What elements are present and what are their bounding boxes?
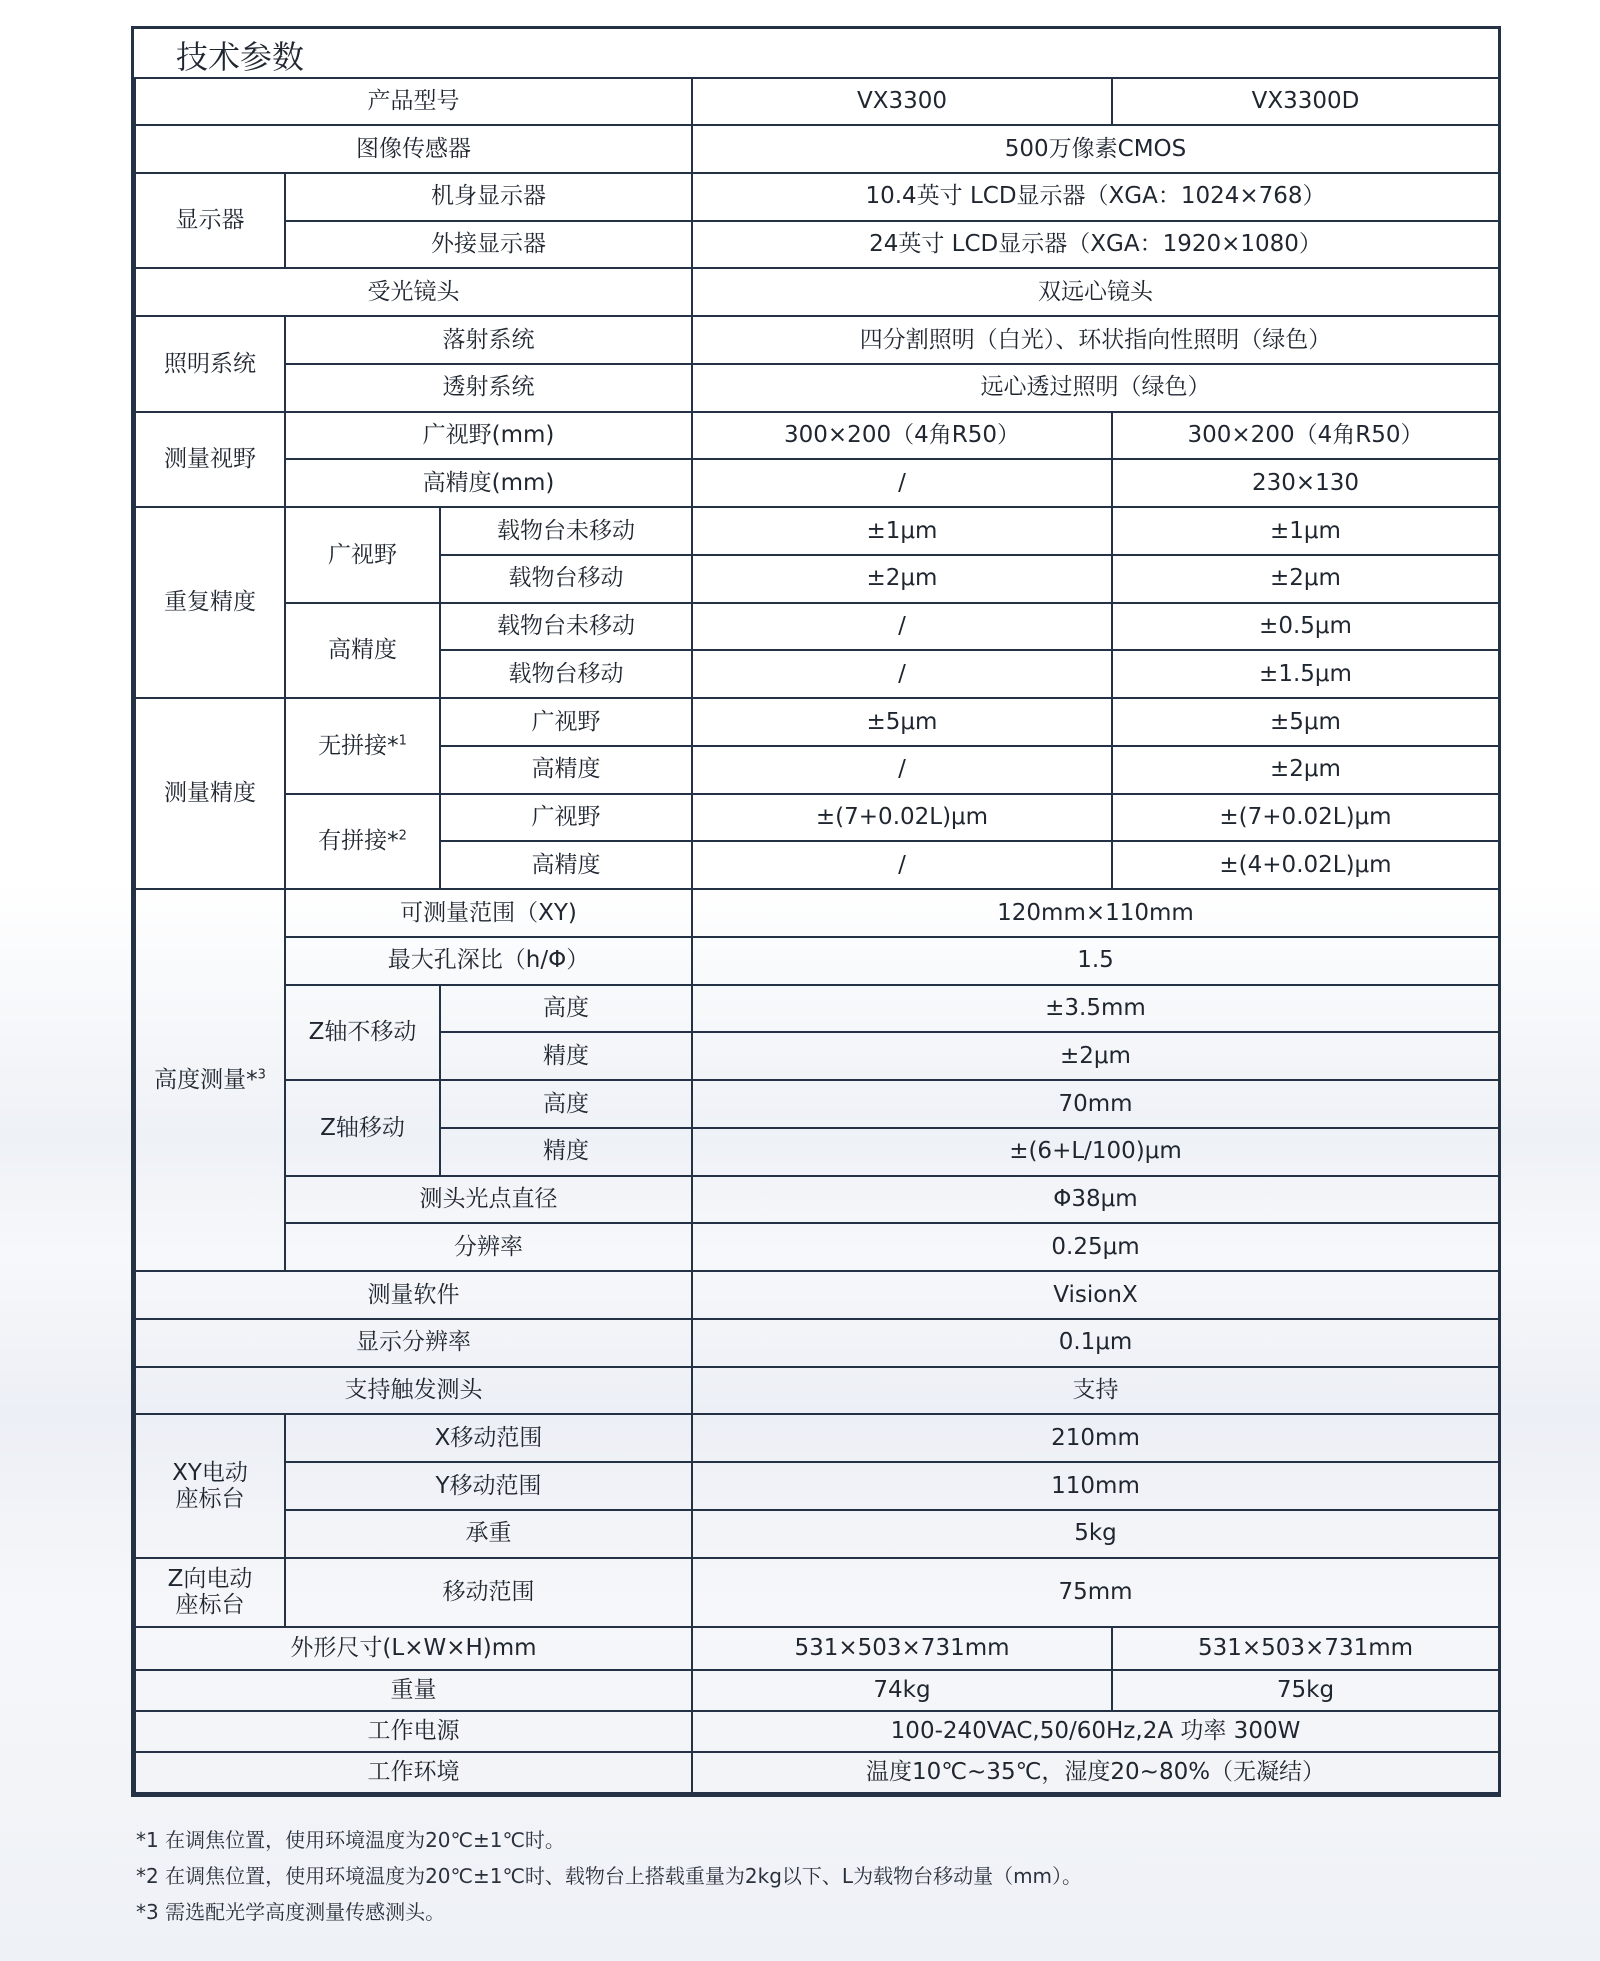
height-zfixed-height-value: ±3.5mm	[692, 985, 1499, 1033]
lighting-trans-value: 远心透过照明（绿色）	[692, 364, 1499, 412]
accuracy-stitch-label: 有拼接*	[318, 828, 399, 855]
height-resolution-label: 分辨率	[285, 1223, 692, 1271]
table-row	[135, 1319, 1499, 1367]
spec-sheet	[131, 26, 1501, 1797]
trigger-value: 支持	[692, 1367, 1499, 1415]
section-title: 技术参数	[176, 38, 305, 76]
repeat-wide-label: 广视野	[285, 507, 440, 603]
xy-y-value: 110mm	[692, 1462, 1499, 1510]
xy-x-value: 210mm	[692, 1414, 1499, 1462]
software-value: VisionX	[692, 1271, 1499, 1319]
accuracy-nostitch-high-label: 高精度	[440, 746, 692, 794]
xy-y-label: Y移动范围	[285, 1462, 692, 1510]
lens-label: 受光镜头	[135, 268, 692, 316]
power-value: 100-240VAC,50/60Hz,2A 功率 300W	[692, 1711, 1499, 1752]
accuracy-nostitch-high-v2: ±2μm	[1112, 746, 1499, 794]
height-group-label: 高度测量*	[154, 1066, 258, 1093]
spec-table	[134, 77, 1500, 1794]
height-zfixed-precision-value: ±2μm	[692, 1032, 1499, 1080]
sensor-value: 500万像素CMOS	[692, 125, 1499, 173]
fov-wide-label: 广视野(mm)	[285, 412, 692, 460]
height-range-label: 可测量范围（XY)	[285, 889, 692, 937]
footnotes	[136, 1822, 1436, 1930]
table-row	[135, 698, 1499, 746]
height-zfixed-precision-label: 精度	[440, 1032, 692, 1080]
table-row	[135, 412, 1499, 460]
z-stage-line1: Z向电动	[167, 1565, 253, 1592]
z-stage-group	[135, 1558, 285, 1627]
dimensions-v2: 531×503×731mm	[1112, 1627, 1499, 1670]
table-row	[135, 1711, 1499, 1752]
display-body-value: 10.4英寸 LCD显示器（XGA：1024×768）	[692, 173, 1499, 221]
table-row	[135, 78, 1499, 125]
accuracy-stitch-wide-v2: ±(7+0.02L)μm	[1112, 794, 1499, 842]
table-row	[135, 507, 1499, 555]
accuracy-group: 测量精度	[135, 698, 285, 889]
xy-stage-group	[135, 1414, 285, 1557]
height-resolution-value: 0.25μm	[692, 1223, 1499, 1271]
table-row	[135, 1271, 1499, 1319]
repeat-high-label: 高精度	[285, 603, 440, 699]
footnote-2: *2 在调焦位置，使用环境温度为20℃±1℃时、载物台上搭载重量为2kg以下、L为载物台移动量（mm）。	[136, 1864, 1083, 1888]
repeat-wide-move-v2: ±2μm	[1112, 555, 1499, 603]
table-row	[135, 1414, 1499, 1462]
table-row	[135, 364, 1499, 412]
z-range-label: 移动范围	[285, 1558, 692, 1627]
height-group-cell	[135, 889, 285, 1271]
table-row	[135, 1462, 1499, 1510]
height-spot-value: Φ38μm	[692, 1176, 1499, 1224]
lighting-epi-value: 四分割照明（白光）、环状指向性照明（绿色）	[692, 316, 1499, 364]
height-zmove-height-value: 70mm	[692, 1080, 1499, 1128]
height-zmove-height-label: 高度	[440, 1080, 692, 1128]
accuracy-stitch-cell	[285, 794, 440, 890]
weight-v2: 75kg	[1112, 1670, 1499, 1711]
environment-label: 工作环境	[135, 1752, 692, 1793]
table-row	[135, 889, 1499, 937]
height-zmove-precision-label: 精度	[440, 1128, 692, 1176]
table-row	[135, 268, 1499, 316]
table-row	[135, 1080, 1499, 1128]
repeat-high-still-v2: ±0.5μm	[1112, 603, 1499, 651]
accuracy-stitch-wide-v1: ±(7+0.02L)μm	[692, 794, 1112, 842]
table-row	[135, 1752, 1499, 1793]
height-ratio-label: 最大孔深比（h/Φ）	[285, 937, 692, 985]
environment-value: 温度10℃~35℃，湿度20~80%（无凝结）	[692, 1752, 1499, 1793]
table-row	[135, 985, 1499, 1033]
accuracy-nostitch-wide-v1: ±5μm	[692, 698, 1112, 746]
repeat-wide-move-label: 载物台移动	[440, 555, 692, 603]
disp-res-label: 显示分辨率	[135, 1319, 692, 1367]
table-row	[135, 1176, 1499, 1224]
footnote-ref-3: 3	[257, 1067, 266, 1083]
table-row	[135, 125, 1499, 173]
model-vx3300: VX3300	[692, 78, 1112, 125]
lighting-trans-label: 透射系统	[285, 364, 692, 412]
z-stage-line2: 座标台	[175, 1592, 245, 1619]
dimensions-label: 外形尺寸(L×W×H)mm	[135, 1627, 692, 1670]
footnote-ref-2: 2	[398, 828, 407, 844]
accuracy-stitch-high-v1: /	[692, 841, 1112, 889]
table-row	[135, 221, 1499, 269]
repeat-high-still-v1: /	[692, 603, 1112, 651]
dimensions-v1: 531×503×731mm	[692, 1627, 1112, 1670]
accuracy-stitch-high-label: 高精度	[440, 841, 692, 889]
trigger-label: 支持触发测头	[135, 1367, 692, 1415]
xy-x-label: X移动范围	[285, 1414, 692, 1462]
height-range-value: 120mm×110mm	[692, 889, 1499, 937]
software-label: 测量软件	[135, 1271, 692, 1319]
height-zfixed-height-label: 高度	[440, 985, 692, 1033]
table-row	[135, 1510, 1499, 1558]
display-body-label: 机身显示器	[285, 173, 692, 221]
fov-wide-v1: 300×200（4角R50）	[692, 412, 1112, 460]
power-label: 工作电源	[135, 1711, 692, 1752]
table-row	[135, 316, 1499, 364]
model-label: 产品型号	[135, 78, 692, 125]
lighting-group: 照明系统	[135, 316, 285, 412]
fov-wide-v2: 300×200（4角R50）	[1112, 412, 1499, 460]
table-row	[135, 1670, 1499, 1711]
z-range-value: 75mm	[692, 1558, 1499, 1627]
weight-v1: 74kg	[692, 1670, 1112, 1711]
footnote-1: *1 在调焦位置，使用环境温度为20℃±1℃时。	[136, 1828, 565, 1852]
xy-load-label: 承重	[285, 1510, 692, 1558]
xy-stage-line1: XY电动	[172, 1459, 248, 1486]
display-external-label: 外接显示器	[285, 221, 692, 269]
repeat-wide-still-v2: ±1μm	[1112, 507, 1499, 555]
display-group: 显示器	[135, 173, 285, 269]
accuracy-stitch-high-v2: ±(4+0.02L)μm	[1112, 841, 1499, 889]
height-zmove-label: Z轴移动	[285, 1080, 440, 1176]
table-row	[135, 794, 1499, 842]
xy-stage-line2: 座标台	[175, 1485, 245, 1512]
xy-load-value: 5kg	[692, 1510, 1499, 1558]
height-spot-label: 测头光点直径	[285, 1176, 692, 1224]
weight-label: 重量	[135, 1670, 692, 1711]
height-zmove-precision-value: ±(6+L/100)μm	[692, 1128, 1499, 1176]
accuracy-stitch-wide-label: 广视野	[440, 794, 692, 842]
table-row	[135, 603, 1499, 651]
model-vx3300d: VX3300D	[1112, 78, 1499, 125]
lens-value: 双远心镜头	[692, 268, 1499, 316]
table-row	[135, 1627, 1499, 1670]
disp-res-value: 0.1μm	[692, 1319, 1499, 1367]
sensor-label: 图像传感器	[135, 125, 692, 173]
repeat-wide-still-label: 载物台未移动	[440, 507, 692, 555]
display-external-value: 24英寸 LCD显示器（XGA：1920×1080）	[692, 221, 1499, 269]
table-row	[135, 1367, 1499, 1415]
table-row	[135, 1223, 1499, 1271]
fov-high-label: 高精度(mm)	[285, 459, 692, 507]
accuracy-nostitch-wide-v2: ±5μm	[1112, 698, 1499, 746]
table-row	[135, 1558, 1499, 1627]
repeat-high-still-label: 载物台未移动	[440, 603, 692, 651]
fov-high-v1: /	[692, 459, 1112, 507]
footnote-3: *3 需选配光学高度测量传感测头。	[136, 1900, 446, 1924]
table-row	[135, 459, 1499, 507]
repeat-wide-still-v1: ±1μm	[692, 507, 1112, 555]
repeat-high-move-v2: ±1.5μm	[1112, 650, 1499, 698]
footnote-ref-1: 1	[398, 732, 407, 748]
table-row	[135, 173, 1499, 221]
repeat-wide-move-v1: ±2μm	[692, 555, 1112, 603]
height-ratio-value: 1.5	[692, 937, 1499, 985]
repeat-group: 重复精度	[135, 507, 285, 698]
lighting-epi-label: 落射系统	[285, 316, 692, 364]
repeat-high-move-v1: /	[692, 650, 1112, 698]
height-zfixed-label: Z轴不移动	[285, 985, 440, 1081]
accuracy-nostitch-high-v1: /	[692, 746, 1112, 794]
repeat-high-move-label: 载物台移动	[440, 650, 692, 698]
accuracy-nostitch-cell	[285, 698, 440, 794]
accuracy-nostitch-label: 无拼接*	[318, 732, 399, 759]
accuracy-nostitch-wide-label: 广视野	[440, 698, 692, 746]
fov-high-v2: 230×130	[1112, 459, 1499, 507]
fov-group: 测量视野	[135, 412, 285, 508]
table-row	[135, 937, 1499, 985]
